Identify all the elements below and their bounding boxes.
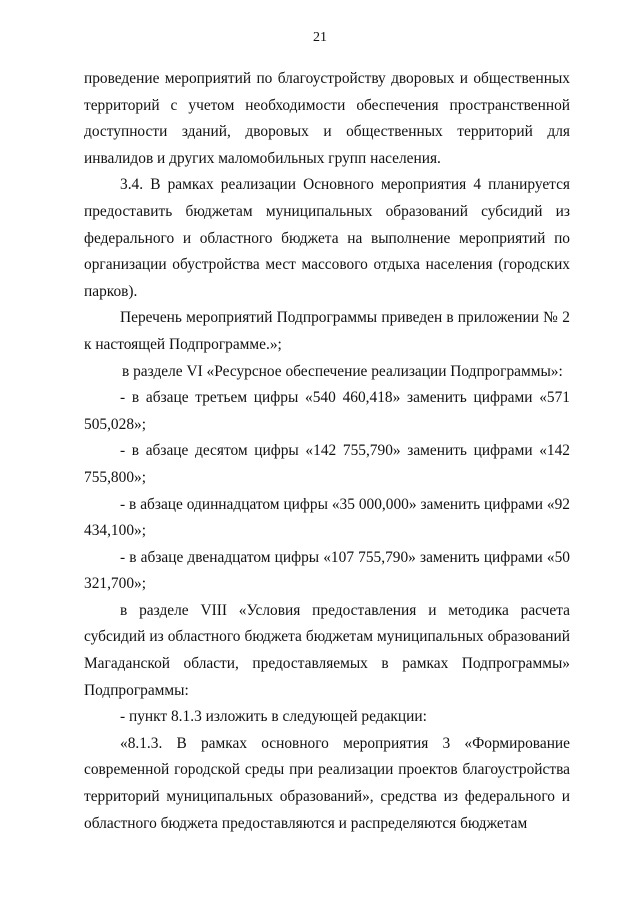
- paragraph-amend-3: - в абзаце третьем цифры «540 460,418» заменить цифрами «571 505,028»;: [84, 389, 570, 433]
- paragraph-amend-10: - в абзаце десятом цифры «142 755,790» заменить цифрами «142 755,800»;: [84, 442, 570, 486]
- document-body: [84, 66, 570, 837]
- paragraph-accessibility: проведение мероприятий по благоустройству дворовых и общественных территорий с учетом необходимости обеспечения пространственной доступности зданий, дворовых и общественных территорий для инвалидов и других маломобильных групп населения.: [84, 70, 570, 167]
- paragraph-3-4: 3.4. В рамках реализации Основного мероприятия 4 планируется предоставить бюджетам муниципальных образований субсидий из федерального и областного бюджета на выполнение мероприятий по организации обустройства мест массового отдыха населения (городских парков).: [84, 176, 570, 300]
- paragraph-point-8-1-3: - пункт 8.1.3 изложить в следующей редакции:: [120, 708, 427, 726]
- paragraph-amend-12: - в абзаце двенадцатом цифры «107 755,790» заменить цифрами «50 321,700»;: [84, 548, 570, 593]
- paragraph-8-1-3-text: «8.1.3. В рамках основного мероприятия 3 «Формирование современной городской среды при реализации проектов благоустройства территорий муниципальных образований», средства из федерального и областного бюджета предоставляются и распределяются бюджетам: [84, 734, 570, 832]
- page-number: 21: [313, 30, 327, 45]
- paragraph-section-vi: в разделе VI «Ресурсное обеспечение реализации Подпрограммы»:: [122, 362, 563, 380]
- paragraph-section-viii: в разделе VIII «Условия предоставления и методика расчета субсидий из областного бюджета бюджетам муниципальных образований Магаданской области, предоставляемых в рамках Подпрограммы» Подпрограммы:: [84, 601, 570, 699]
- paragraph-list-of-measures: Перечень мероприятий Подпрограммы приведен в приложении № 2 к настоящей Подпрограмме.»;: [84, 309, 570, 353]
- paragraph-amend-11: - в абзаце одиннадцатом цифры «35 000,000» заменить цифрами «92 434,100»;: [84, 495, 570, 540]
